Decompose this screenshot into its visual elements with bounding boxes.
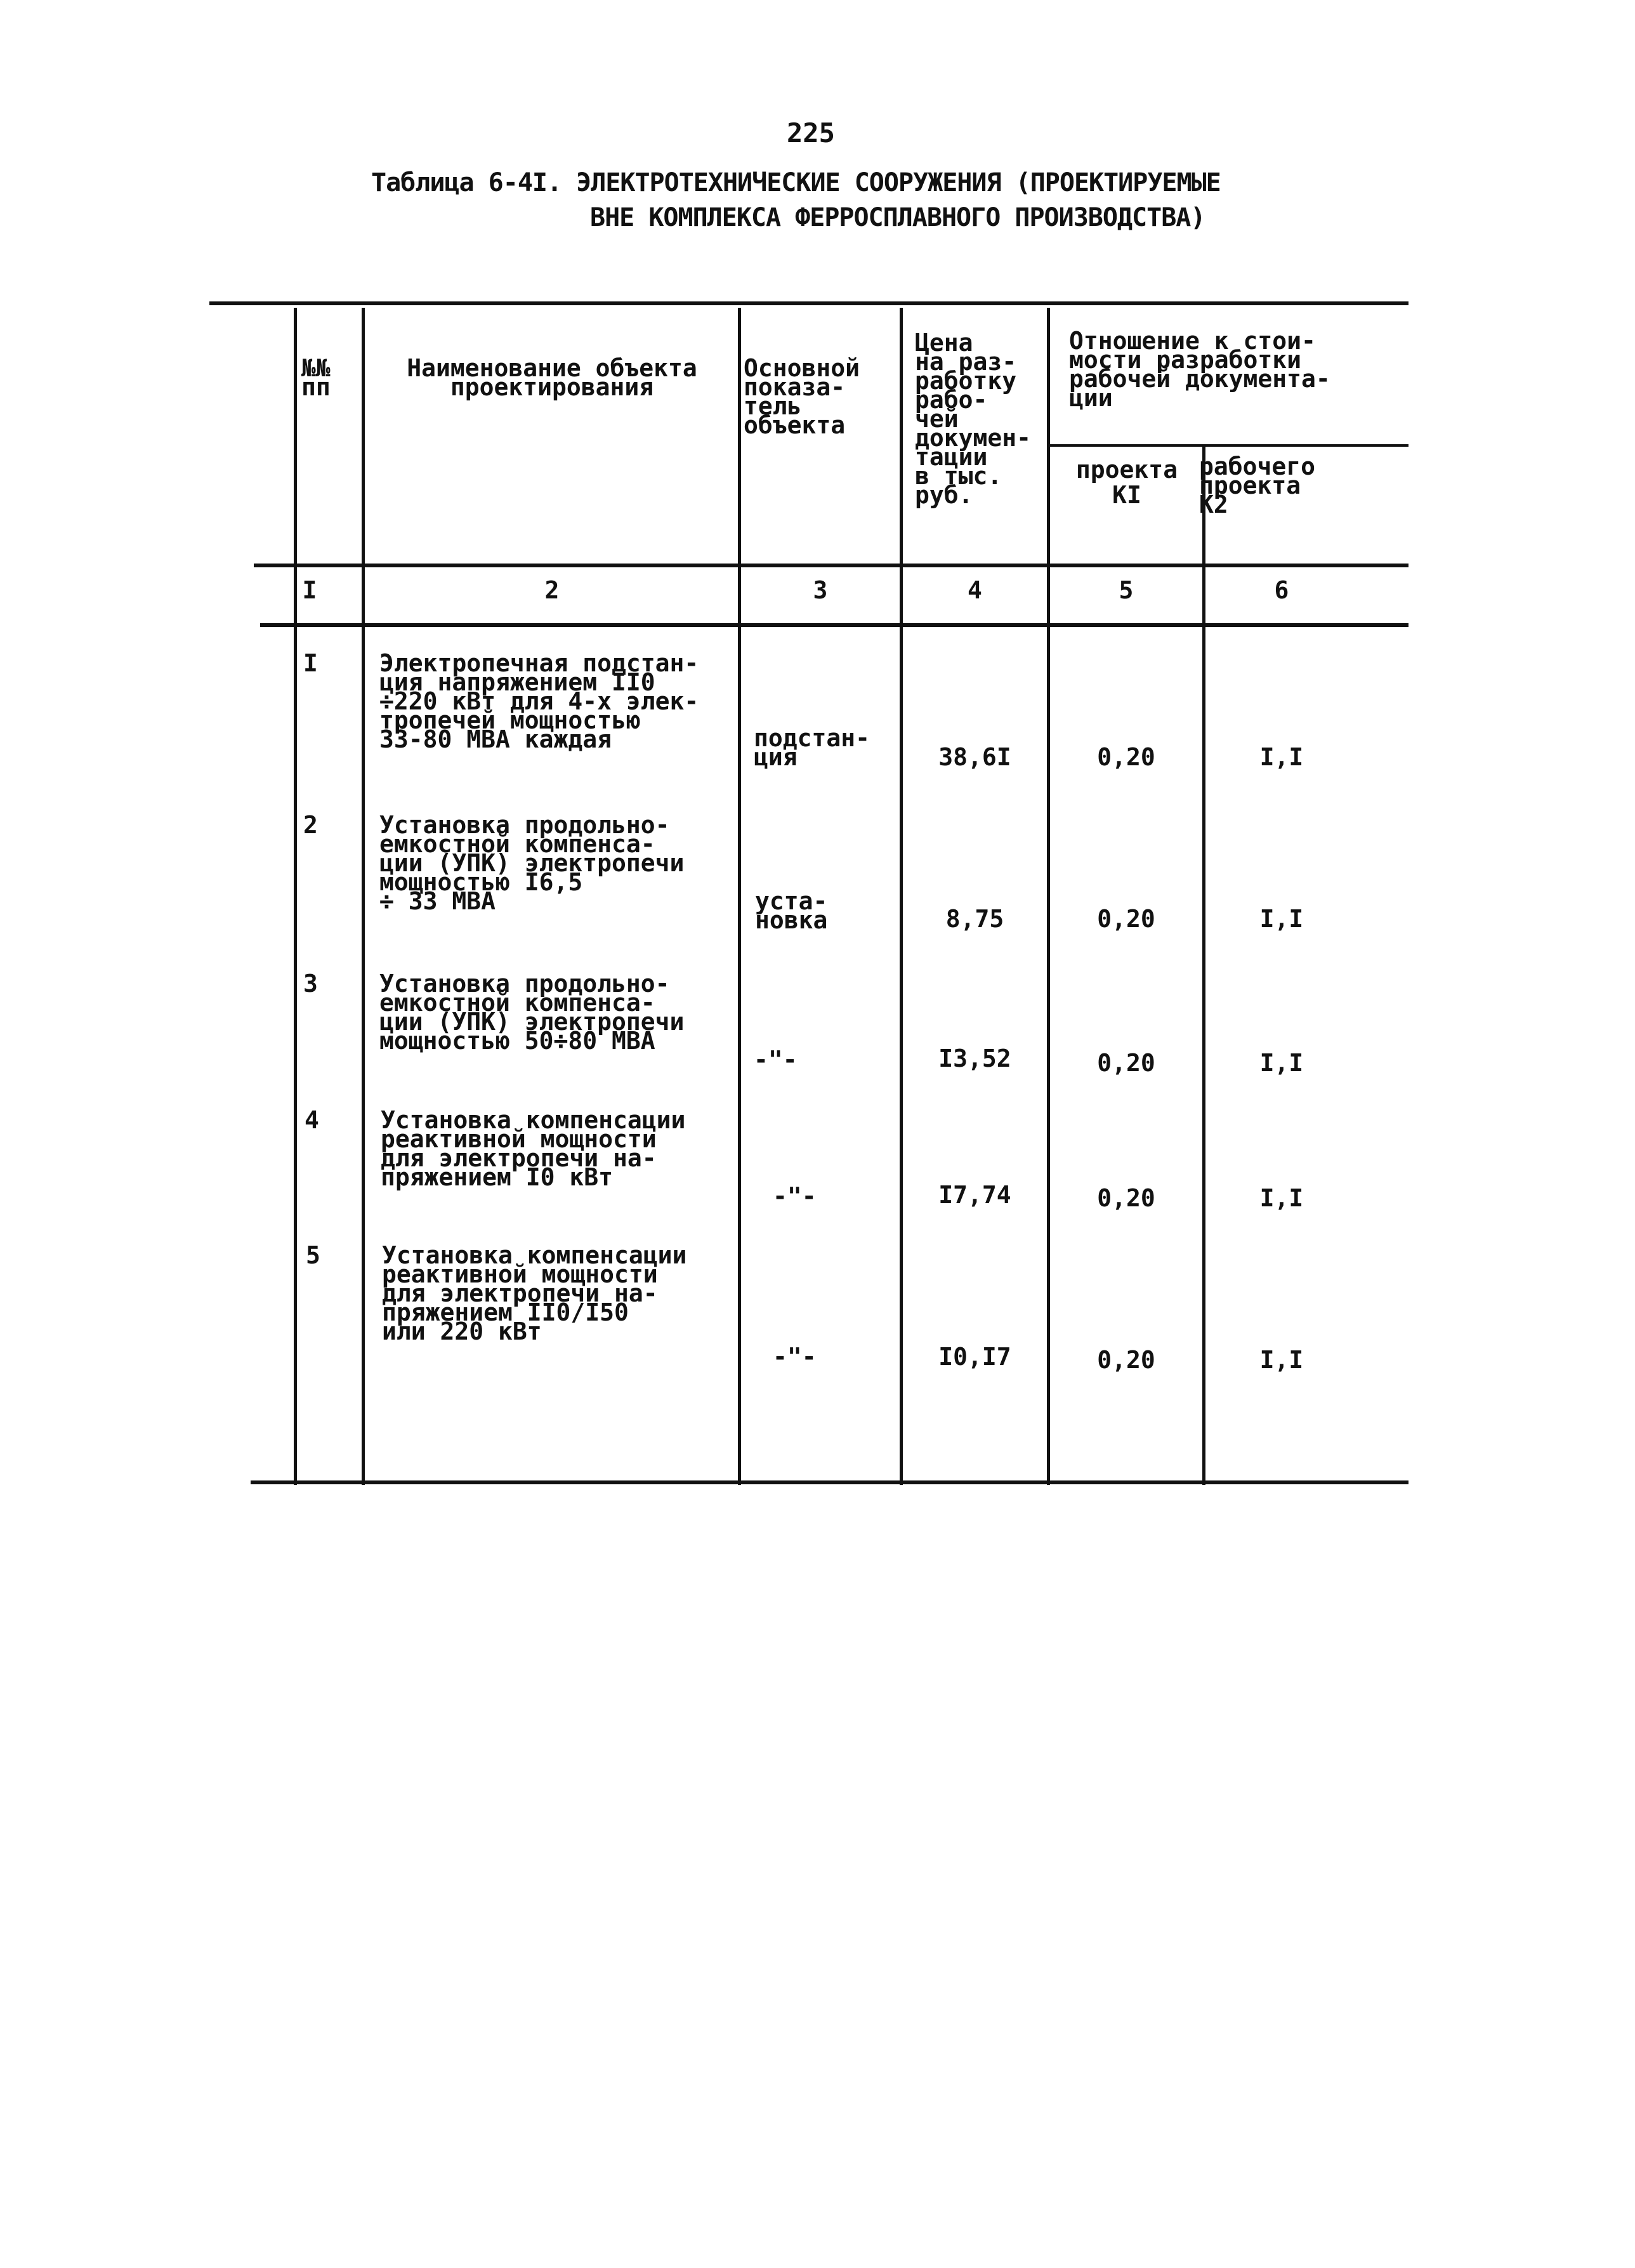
row-3-indicator: -"- — [754, 1046, 798, 1074]
header-k1: проекта КI — [1075, 456, 1178, 509]
header-indicator: Основной показа- тель объекта — [744, 354, 860, 439]
row-2-num: 2 — [303, 811, 318, 839]
header-num: №№ пп — [301, 354, 331, 401]
row-3-name: Установка продольно- емкостной компенса- ции (УПК) электропечи мощностью 50÷80 МВА — [379, 970, 685, 1055]
row-1-price: 38,6I — [938, 743, 1011, 771]
row-1-name: Электропечная подстан- ция напряжением II0 ÷220 кВт для 4-х элек- тропечей мощностью 33-80 МВА каждая — [379, 649, 699, 753]
row-2-k1: 0,20 — [1097, 905, 1155, 933]
table-title-line2: ВНЕ КОМПЛЕКСА ФЕРРОСПЛАВНОГО ПРОИЗВОДСТВА) — [590, 203, 1205, 232]
header-bottom-rule — [254, 564, 1408, 567]
row-1-k2: I,I — [1259, 743, 1304, 771]
col-border-4 — [1047, 308, 1050, 1485]
col-border-1 — [362, 308, 365, 1485]
colnum-1: I — [302, 576, 317, 604]
header-name: Наименование объекта проектирования — [407, 354, 697, 401]
row-5-k2: I,I — [1259, 1346, 1304, 1374]
row-4-price: I7,74 — [938, 1181, 1011, 1209]
row-5-indicator: -"- — [773, 1343, 817, 1371]
ratio-subheader-rule — [1050, 444, 1408, 447]
header-ratio: Отношение к стои- мости разработки рабочей документа- ции — [1069, 327, 1330, 412]
row-2-price: 8,75 — [945, 905, 1004, 933]
row-3-k2: I,I — [1259, 1049, 1304, 1077]
colnum-3: 3 — [813, 576, 828, 604]
colnum-bottom-rule — [260, 623, 1408, 627]
table-bottom-rule — [251, 1480, 1408, 1484]
row-4-indicator: -"- — [773, 1182, 817, 1210]
table-top-rule — [209, 301, 1408, 305]
row-1-num: I — [303, 649, 318, 677]
colnum-2: 2 — [544, 576, 560, 604]
table-title-line1: Таблица 6-4I. ЭЛЕКТРОТЕХНИЧЕСКИЕ СООРУЖЕНИЯ (ПРОЕКТИРУЕМЫЕ — [371, 168, 1221, 197]
row-4-k1: 0,20 — [1097, 1184, 1155, 1212]
row-2-name: Установка продольно- емкостной компенса- ции (УПК) электропечи мощностью I6,5 ÷ 33 МВА — [379, 811, 685, 915]
row-2-k2: I,I — [1259, 905, 1304, 933]
row-3-k1: 0,20 — [1097, 1049, 1155, 1077]
row-5-k1: 0,20 — [1097, 1346, 1155, 1374]
row-3-price: I3,52 — [938, 1045, 1011, 1072]
col-border-left — [294, 308, 297, 1485]
row-5-name: Установка компенсации реактивной мощности для электропечи на- пряжением II0/I50 или 220 кВт — [382, 1241, 687, 1345]
row-3-num: 3 — [303, 970, 318, 998]
row-1-k1: 0,20 — [1097, 743, 1155, 771]
row-4-num: 4 — [305, 1106, 319, 1134]
row-5-price: I0,I7 — [938, 1343, 1011, 1371]
colnum-4: 4 — [968, 576, 982, 604]
row-4-k2: I,I — [1259, 1184, 1304, 1212]
col-border-3 — [900, 308, 903, 1485]
row-2-indicator: уста- новка — [755, 887, 828, 934]
col-border-5 — [1202, 444, 1205, 1485]
colnum-5: 5 — [1119, 576, 1134, 604]
colnum-6: 6 — [1274, 576, 1289, 604]
header-k2: рабочего проекта К2 — [1199, 452, 1316, 518]
row-1-indicator: подстан- ция — [754, 724, 870, 771]
page-number: 225 — [787, 117, 835, 148]
header-price: Цена на раз- работку рабо- чей докумен- тации в тыс. руб. — [915, 329, 1032, 509]
row-5-num: 5 — [306, 1241, 320, 1269]
row-4-name: Установка компенсации реактивной мощности для электропечи на- пряжением I0 кВт — [381, 1106, 686, 1191]
col-border-2 — [738, 308, 741, 1485]
